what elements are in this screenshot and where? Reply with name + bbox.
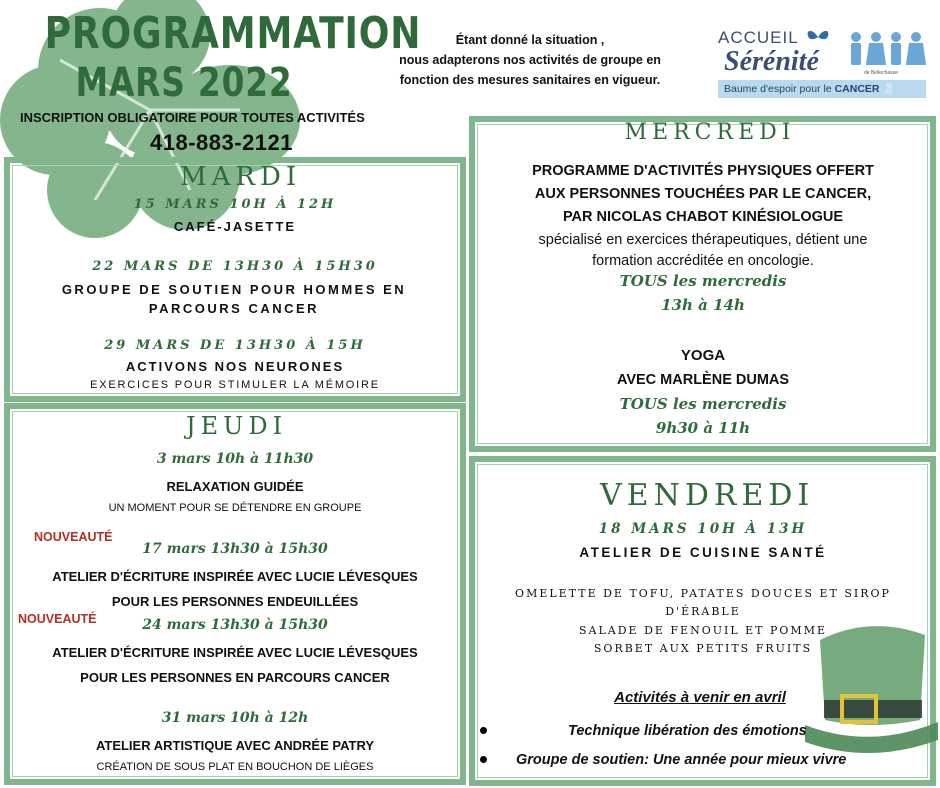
bullet-icon	[480, 756, 487, 763]
day-mercredi: MERCREDI	[624, 120, 796, 145]
event-title: ATELIER D'ÉCRITURE INSPIRÉE AVEC LUCIE LÉVESQUES	[52, 569, 418, 584]
butterfly-icon	[806, 28, 830, 46]
event-subtitle: UN MOMENT POUR SE DÉTENDRE EN GROUPE	[108, 502, 362, 514]
yoga-title: YOGA	[680, 347, 726, 364]
notice-line: nous adapterons nos activités de groupe en	[399, 53, 661, 67]
people-icon	[846, 30, 928, 74]
day-jeudi: JEUDI	[186, 412, 288, 440]
event-subtitle: POUR LES PERSONNES EN PARCOURS CANCER	[80, 670, 390, 685]
logo-serenite-text: Sérénité	[724, 46, 819, 77]
event-date: 15 MARS 10H À 12H	[133, 197, 337, 212]
event-title: RELAXATION GUIDÉE	[166, 479, 304, 494]
event-title: CAFÉ-JASETTE	[173, 219, 297, 234]
ribbon-icon: 🎗	[882, 83, 896, 95]
menu-item: OMELETTE DE TOFU, PATATES DOUCES ET SIROP	[515, 587, 891, 600]
upcoming-item: Technique libération des émotions	[568, 723, 807, 739]
program-title: PROGRAMMATION	[44, 8, 422, 59]
program-time: 13h à 14h	[661, 296, 745, 314]
event-title: ATELIER DE CUISINE SANTÉ	[579, 545, 827, 560]
program-month: MARS 2022	[75, 60, 293, 106]
menu-item: SALADE DE FENOUIL ET POMME	[579, 624, 827, 637]
tagline-cancer: CANCER	[834, 83, 880, 95]
event-title: ACTIVONS NOS NEURONES	[125, 359, 345, 374]
logo-accueil-text: ACCUEIL	[718, 28, 799, 47]
yoga-instructor: AVEC MARLÈNE DUMAS	[616, 372, 790, 388]
phone-number: 418-883-2121	[150, 130, 294, 155]
logo-bellechasse-text: de Bellechasse	[864, 70, 898, 76]
nouveaute-badge: NOUVEAUTÉ	[34, 530, 113, 544]
event-title: GROUPE DE SOUTIEN POUR HOMMES EN	[61, 282, 407, 297]
upcoming-item: Groupe de soutien: Une année pour mieux vivre	[516, 752, 847, 768]
event-date: 29 MARS DE 13H30 À 15H	[104, 338, 366, 353]
program-line: PROGRAMME D'ACTIVITÉS PHYSIQUES OFFERT	[532, 163, 874, 179]
event-date: 24 mars 13h30 à 15h30	[142, 617, 328, 633]
sanitary-notice	[370, 30, 690, 90]
program-line: PAR NICOLAS CHABOT KINÉSIOLOGUE	[562, 209, 844, 225]
event-title: ATELIER ARTISTIQUE AVEC ANDRÉE PATRY	[95, 738, 375, 753]
yoga-time: 9h30 à 11h	[655, 419, 751, 437]
event-date: 17 mars 13h30 à 15h30	[142, 541, 328, 557]
program-description: formation accréditée en oncologie.	[592, 253, 814, 269]
event-date: 18 MARS 10H À 13H	[598, 521, 808, 537]
event-subtitle: CRÉATION DE SOUS PLAT EN BOUCHON DE LIÈGES	[96, 761, 374, 773]
event-date: 31 mars 10h à 12h	[161, 710, 309, 726]
program-description: spécialisé en exercices thérapeutiques, détient une	[538, 232, 868, 248]
menu-item: SORBET AUX PETITS FRUITS	[593, 642, 813, 655]
upcoming-title: Activités à venir en avril	[614, 689, 786, 706]
day-vendredi: VENDREDI	[600, 478, 815, 513]
menu-item: D'ÉRABLE	[665, 605, 741, 618]
logo-tagline	[718, 80, 926, 98]
event-subtitle: EXERCICES POUR STIMULER LA MÉMOIRE	[90, 379, 380, 391]
event-title-cont: PARCOURS CANCER	[148, 301, 320, 316]
event-date: 22 MARS DE 13H30 À 15H30	[92, 259, 378, 274]
day-mardi: MARDI	[180, 162, 302, 192]
accueil-serenite-logo	[718, 28, 930, 102]
program-line: AUX PERSONNES TOUCHÉES PAR LE CANCER,	[534, 186, 872, 202]
notice-line: Étant donné la situation ,	[455, 33, 605, 47]
nouveaute-badge: NOUVEAUTÉ	[18, 612, 97, 626]
event-title: ATELIER D'ÉCRITURE INSPIRÉE AVEC LUCIE LÉVESQUES	[52, 645, 418, 660]
yoga-when: TOUS les mercredis	[619, 395, 787, 413]
program-when: TOUS les mercredis	[619, 272, 787, 290]
event-date: 3 mars 10h à 11h30	[156, 451, 314, 467]
tagline-prefix: Baume d'espoir pour le	[724, 83, 832, 95]
event-subtitle: POUR LES PERSONNES ENDEUILLÉES	[111, 594, 359, 609]
inscription-notice: INSCRIPTION OBLIGATOIRE POUR TOUTES ACTIVITÉS	[20, 110, 365, 125]
bullet-icon	[480, 727, 487, 734]
notice-line: fonction des mesures sanitaires en vigueur.	[399, 73, 661, 87]
